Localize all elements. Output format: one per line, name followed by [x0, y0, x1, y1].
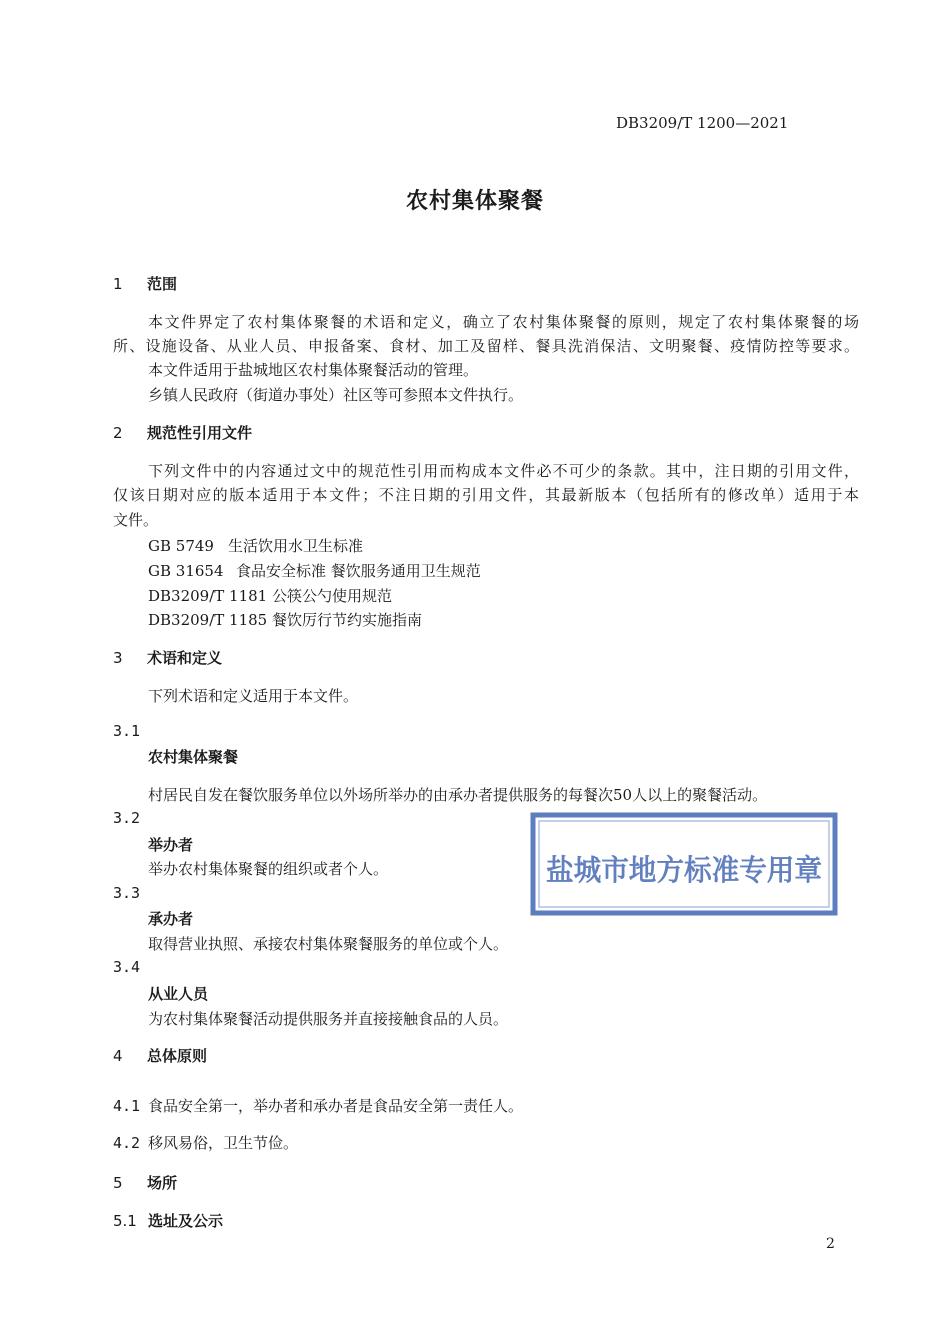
- term-number: 3.3: [113, 884, 141, 902]
- section-4-heading: [113, 1045, 207, 1066]
- term-name: 举办者: [148, 836, 194, 854]
- reference-code: GB 5749: [148, 537, 214, 555]
- principle-item: [113, 1095, 523, 1116]
- paragraph: 本文件适用于盐城地区农村集体聚餐活动的管理。: [148, 361, 479, 379]
- reference-code: GB 31654: [148, 562, 224, 580]
- principle-text: 移风易俗，卫生节俭。: [148, 1134, 299, 1152]
- paragraph-line: 下列文件中的内容通过文中的规范性引用而构成本文件必不可少的条款。其中，注日期的引用文件，: [148, 462, 859, 480]
- paragraph-line: 本文件界定了农村集体聚餐的术语和定义，确立了农村集体聚餐的原则，规定了农村集体聚餐的场: [148, 313, 859, 331]
- paragraph: 下列术语和定义适用于本文件。: [148, 687, 359, 705]
- reference-code: DB3209/T 1181: [148, 587, 268, 605]
- reference-item: [148, 609, 422, 630]
- section-title: 术语和定义: [147, 649, 223, 667]
- term-name: 承办者: [148, 910, 194, 928]
- reference-item: [148, 560, 481, 581]
- reference-title: 生活饮用水卫生标准: [228, 537, 364, 555]
- reference-item: [148, 585, 392, 606]
- principle-number: 4.1: [113, 1097, 141, 1115]
- subsection-number: 5.1: [113, 1212, 137, 1230]
- section-title: 规范性引用文件: [147, 424, 253, 442]
- section-number: 2: [113, 424, 123, 442]
- document-title: 农村集体聚餐: [405, 189, 544, 214]
- reference-title: 餐饮厉行节约实施指南: [272, 611, 423, 629]
- term-number: 3.2: [113, 809, 141, 827]
- section-number: 1: [113, 275, 123, 293]
- principle-text: 食品安全第一，举办者和承办者是食品安全第一责任人。: [148, 1097, 524, 1115]
- section-title: 总体原则: [147, 1047, 208, 1065]
- term-definition: 取得营业执照、承接农村集体聚餐服务的单位或个人。: [148, 935, 509, 953]
- principle-number: 4.2: [113, 1134, 141, 1152]
- term-definition: 举办农村集体聚餐的组织或者个人。: [148, 860, 389, 878]
- paragraph-line: 所、设施设备、从业人员、申报备案、食材、加工及留样、餐具洗消保洁、文明聚餐、疫情防控等要求。: [113, 337, 859, 355]
- section-1-heading: [113, 273, 177, 294]
- section-number: 4: [113, 1047, 123, 1065]
- section-title: 范围: [147, 275, 178, 293]
- term-definition: 为农村集体聚餐活动提供服务并直接接触食品的人员。: [148, 1010, 509, 1028]
- principle-item: [113, 1132, 298, 1153]
- stamp-text: 盐城市地方标准专用章: [546, 853, 822, 887]
- document-code: DB3209/T 1200—2021: [616, 114, 789, 132]
- reference-title: 食品安全标准 餐饮服务通用卫生规范: [236, 562, 481, 580]
- subsection-title: 选址及公示: [148, 1212, 224, 1230]
- term-definition: 村居民自发在餐饮服务单位以外场所举办的由承办者提供服务的每餐次50人以上的聚餐活动。: [148, 786, 768, 804]
- page-number: 2: [826, 1236, 835, 1252]
- section-number: 5: [113, 1174, 123, 1192]
- paragraph-line: 仅该日期对应的版本适用于本文件；不注日期的引用文件，其最新版本（包括所有的修改单）适用于本: [113, 486, 859, 504]
- reference-title: 公筷公勺使用规范: [272, 587, 393, 605]
- paragraph-line: 文件。: [113, 511, 159, 529]
- section-3-heading: [113, 647, 222, 668]
- official-stamp: [530, 812, 838, 916]
- section-2-heading: [113, 422, 252, 443]
- section-number: 3: [113, 649, 123, 667]
- term-name: 农村集体聚餐: [148, 748, 239, 766]
- section-5-heading: [113, 1172, 177, 1193]
- subsection-5-1-heading: [113, 1210, 223, 1231]
- term-number: 3.4: [113, 958, 141, 976]
- section-title: 场所: [147, 1174, 178, 1192]
- reference-item: [148, 535, 363, 556]
- stamp-graphic: [530, 812, 838, 916]
- term-number: 3.1: [113, 722, 141, 740]
- paragraph: 乡镇人民政府（街道办事处）社区等可参照本文件执行。: [148, 386, 524, 404]
- reference-code: DB3209/T 1185: [148, 611, 268, 629]
- term-name: 从业人员: [148, 985, 209, 1003]
